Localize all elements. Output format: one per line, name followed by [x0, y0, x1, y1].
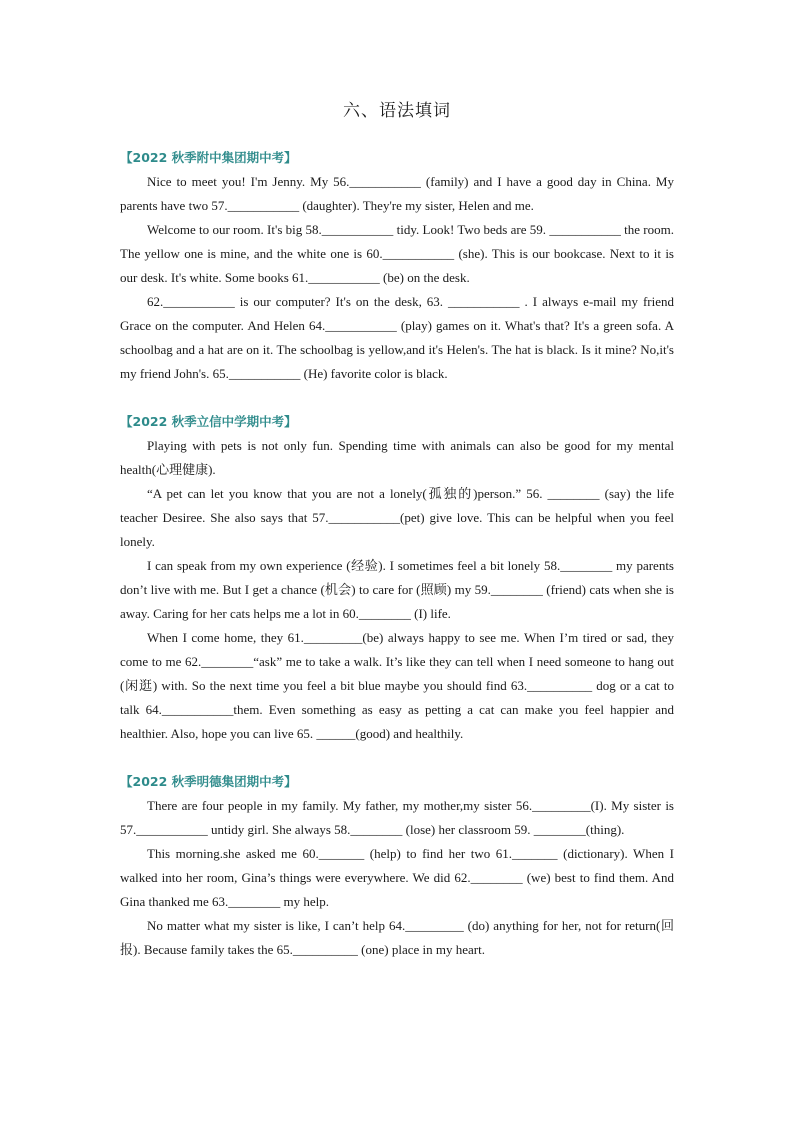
section-heading: 【2022 秋季明德集团期中考】 [120, 774, 297, 789]
section-heading: 【2022 秋季附中集团期中考】 [120, 150, 297, 165]
paragraph: 62.___________ is our computer? It's on the desk, 63. ___________ . I always e-mail my friend Grace on the computer. And Helen 64.___________ (play) games on it. What's that? It's a green sofa. A schoolbag and a hat are on it. The schoolbag is yellow,and it's Helen's. The hat is black. Is it mine? No,it's my friend John's. 65.___________ (He) favorite color is black. [120, 294, 674, 381]
paragraph: I can speak from my own experience (经验). I sometimes feel a bit lonely 58.________ my parents don’t live with me. But I get a chance (机会) to care for (照顾) my 59.________ (friend) cats when she is away. Caring for her cats helps me a lot in 60.________ (I) life. [120, 558, 674, 621]
page-title: 六、语法填词 [343, 101, 451, 121]
section-3 [120, 770, 674, 962]
paragraph: When I come home, they 61._________(be) always happy to see me. When I’m tired or sad, they come to me 62.________“ask” me to take a walk. It’s like they can tell when I need someone to hang out (闲逛) with. So the next time you feel a bit blue maybe you should find 63.__________ dog or a cat to talk 64.___________them. Even something as easy as petting a cat can make you feel happier and healthier. Also, hope you can live 65. ______(good) and healthily. [120, 630, 674, 741]
paragraph: This morning.she asked me 60._______ (help) to find her two 61._______ (dictionary). When I walked into her room, Gina’s things were everywhere. We did 62.________ (we) best to find them. And Gina thanked me 63.________ my help. [120, 846, 674, 909]
section-2 [120, 410, 674, 746]
section-heading: 【2022 秋季立信中学期中考】 [120, 414, 297, 429]
paragraph: There are four people in my family. My father, my mother,my sister 56._________(I). My sister is 57.___________ untidy girl. She always 58.________ (lose) her classroom 59. ________(thing). [120, 798, 674, 837]
paragraph: No matter what my sister is like, I can’t help 64._________ (do) anything for her, not for return(回报). Because family takes the 65.__________ (one) place in my heart. [120, 918, 674, 957]
paragraph: “A pet can let you know that you are not a lonely(孤独的)person.” 56. ________ (say) the life teacher Desiree. She also says that 57.___________(pet) give love. This can be helpful when you feel lonely. [120, 486, 674, 549]
paragraph: Playing with pets is not only fun. Spending time with animals can also be good for my mental health(心理健康). [120, 438, 674, 477]
paragraph: Nice to meet you! I'm Jenny. My 56.___________ (family) and I have a good day in China. My parents have two 57.___________ (daughter). They're my sister, Helen and me. [120, 174, 674, 213]
section-1 [120, 146, 674, 386]
paragraph: Welcome to our room. It's big 58.___________ tidy. Look! Two beds are 59. ___________ the room. The yellow one is mine, and the white one is 60.___________ (she). This is our bookcase. Next to it is our desk. It's white. Some books 61.___________ (be) on the desk. [120, 222, 674, 285]
